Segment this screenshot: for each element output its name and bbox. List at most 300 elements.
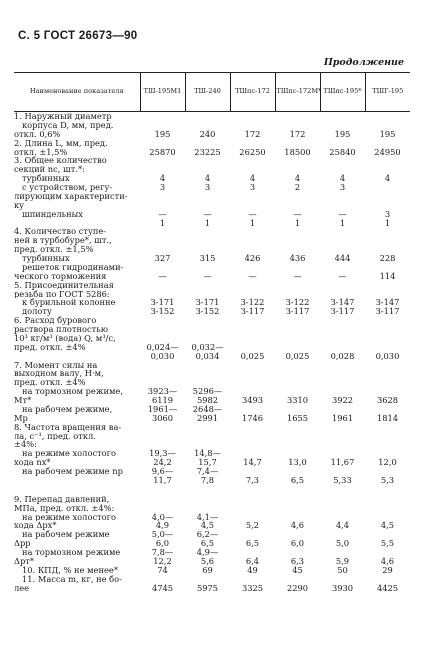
- column-header: ТШпс-172: [230, 73, 275, 112]
- value-cell: 1961: [331, 412, 354, 423]
- value-cell: 4,9: [155, 520, 170, 531]
- value-cell: [140, 325, 185, 334]
- table-row: [14, 210, 410, 219]
- value-cell: 444: [334, 253, 351, 263]
- row-label: пред. откл. ±1,5%: [14, 245, 94, 254]
- value-cell: [230, 485, 275, 495]
- value-cell: 6,5: [290, 474, 305, 485]
- value-cell: [230, 369, 275, 378]
- column-header: ТШ-195М1: [140, 73, 185, 112]
- value-cell: 4: [204, 173, 211, 184]
- value-cell: З-147: [330, 297, 355, 308]
- value-cell: 4,5: [380, 520, 395, 531]
- value-cell: 25870: [149, 146, 176, 157]
- table-row: [14, 584, 410, 593]
- value-cell: [185, 281, 230, 290]
- value-cell: З-152: [150, 306, 175, 317]
- value-cell: [230, 361, 275, 370]
- value-cell: 13,0: [288, 457, 307, 468]
- value-cell: 15,7: [198, 457, 217, 468]
- row-label: 2. Длина L, мм, пред.: [14, 138, 108, 148]
- table-row: [14, 495, 410, 504]
- value-cell: 24,2: [153, 457, 172, 468]
- value-cell: 7,3: [245, 474, 260, 485]
- value-cell: [230, 325, 275, 334]
- value-cell: [320, 281, 365, 290]
- value-cell: [320, 369, 365, 378]
- row-label: Mр: [14, 413, 28, 423]
- value-cell: З-152: [195, 306, 220, 317]
- value-cell: 4: [384, 173, 391, 184]
- value-cell: [275, 227, 320, 236]
- value-cell: [275, 156, 320, 165]
- value-cell: 1: [204, 217, 211, 228]
- value-cell: 5,2: [245, 520, 260, 531]
- value-cell: 3923—: [147, 386, 178, 397]
- table-row: [14, 165, 410, 174]
- value-cell: [365, 369, 410, 378]
- value-cell: 0,030: [150, 350, 175, 361]
- value-cell: [230, 192, 275, 201]
- value-cell: 5982: [196, 395, 219, 405]
- value-cell: 2: [294, 182, 301, 192]
- value-cell: [275, 334, 320, 343]
- value-cell: 0,034: [195, 350, 220, 361]
- value-cell: [230, 432, 275, 441]
- value-cell: 23225: [194, 146, 221, 157]
- value-cell: [275, 495, 320, 504]
- row-label: Δрт*: [14, 556, 35, 566]
- table-row: [14, 414, 410, 423]
- value-cell: 14,8—: [194, 448, 221, 459]
- row-label: 10. КПД, % не менее*: [22, 565, 118, 575]
- value-cell: [140, 112, 185, 121]
- value-cell: 19,3—: [149, 448, 176, 459]
- value-cell: З-122: [285, 297, 310, 308]
- row-label: хода Δрх*: [14, 521, 57, 531]
- row-label: долоту: [22, 307, 52, 317]
- value-cell: [185, 495, 230, 504]
- value-cell: 4,6: [380, 555, 395, 566]
- value-cell: [365, 440, 410, 449]
- value-cell: [185, 432, 230, 441]
- value-cell: 29: [382, 564, 393, 575]
- row-label: Mт*: [14, 396, 32, 405]
- value-cell: 25840: [329, 146, 356, 157]
- value-cell: 5296—: [192, 386, 223, 397]
- value-cell: 172: [289, 128, 306, 139]
- value-cell: [275, 192, 320, 201]
- value-cell: [365, 432, 410, 441]
- value-cell: [230, 504, 275, 513]
- row-label: 11. Масса m, кг, не бо-: [22, 574, 122, 584]
- value-cell: [320, 440, 365, 449]
- value-cell: [365, 423, 410, 432]
- value-cell: 1: [294, 217, 301, 228]
- value-cell: 315: [199, 253, 216, 263]
- value-cell: 3325: [241, 582, 264, 593]
- value-cell: 3: [249, 182, 256, 192]
- value-cell: 14,7: [243, 457, 262, 468]
- row-label: 6. Расход бурового: [14, 316, 97, 325]
- value-cell: 3: [339, 182, 346, 192]
- value-cell: 18500: [284, 146, 311, 157]
- row-label: 1. Наружный диаметр: [14, 111, 112, 121]
- value-cell: [185, 236, 230, 245]
- row-label: пред. откл. ±4%: [14, 378, 86, 388]
- value-cell: 74: [157, 564, 168, 575]
- value-cell: [230, 236, 275, 245]
- value-cell: [275, 369, 320, 378]
- value-cell: [320, 378, 365, 387]
- value-cell: 0,030: [375, 350, 400, 361]
- value-cell: [230, 112, 275, 121]
- value-cell: [185, 361, 230, 370]
- value-cell: [320, 236, 365, 245]
- table-header-row: [14, 73, 410, 112]
- value-cell: 4,1—: [196, 511, 219, 522]
- value-cell: 4,5: [200, 520, 215, 531]
- column-header: ТШ-240: [185, 73, 230, 112]
- row-label: на режиме холостого: [22, 512, 117, 522]
- table-row: [14, 307, 410, 316]
- value-cell: 26250: [239, 146, 266, 157]
- value-cell: 2991: [196, 412, 219, 423]
- value-cell: [275, 440, 320, 449]
- value-cell: [275, 236, 320, 245]
- row-label: ±4%:: [14, 440, 37, 450]
- value-cell: [365, 112, 410, 121]
- table-row: [14, 192, 410, 201]
- value-cell: 5,0—: [151, 529, 174, 540]
- table-row: [14, 201, 410, 210]
- value-cell: [140, 495, 185, 504]
- value-cell: 5,6: [200, 555, 215, 566]
- row-label: шпиндельных: [22, 209, 83, 219]
- value-cell: 3922: [331, 395, 354, 405]
- table-row: [14, 272, 410, 281]
- value-cell: [365, 361, 410, 370]
- value-cell: [140, 236, 185, 245]
- row-label: ку: [14, 200, 25, 210]
- value-cell: [365, 495, 410, 504]
- value-cell: 1961—: [147, 403, 178, 414]
- value-cell: [275, 281, 320, 290]
- value-cell: 172: [244, 128, 261, 139]
- value-cell: 4: [249, 173, 256, 184]
- value-cell: [320, 432, 365, 441]
- value-cell: 4,0—: [151, 511, 174, 522]
- value-cell: 3: [159, 182, 166, 192]
- value-cell: [320, 112, 365, 121]
- row-label: на тормозном режиме: [22, 548, 121, 557]
- value-cell: —: [158, 270, 167, 281]
- table-row: [14, 485, 410, 495]
- row-label: 4. Количество ступе-: [14, 227, 107, 237]
- value-cell: 6,5: [245, 538, 260, 549]
- value-cell: [140, 156, 185, 165]
- value-cell: [275, 504, 320, 513]
- value-cell: 1655: [286, 412, 309, 423]
- value-cell: 426: [244, 253, 261, 263]
- value-cell: 4: [159, 173, 166, 184]
- table-row: [14, 423, 410, 432]
- value-cell: 4425: [376, 582, 399, 593]
- row-label: хода nх*: [14, 458, 51, 467]
- table-row: [14, 325, 410, 334]
- table-row: [14, 156, 410, 165]
- value-cell: 6,0: [155, 538, 170, 549]
- row-label: турбинных: [22, 174, 70, 183]
- value-cell: [140, 192, 185, 201]
- row-label: 7. Момент силы на: [14, 360, 98, 370]
- row-label: [14, 476, 140, 485]
- value-cell: [365, 156, 410, 165]
- value-cell: [275, 112, 320, 121]
- value-cell: [140, 227, 185, 236]
- value-cell: [320, 361, 365, 370]
- value-cell: —: [293, 208, 302, 219]
- value-cell: 5,0: [335, 538, 350, 549]
- column-header-name: Наименование показателя: [14, 73, 140, 112]
- value-cell: [320, 156, 365, 165]
- value-cell: [185, 325, 230, 334]
- value-cell: 5975: [196, 582, 219, 593]
- value-cell: 7,8: [200, 474, 215, 485]
- value-cell: 3310: [286, 395, 309, 405]
- value-cell: [365, 183, 410, 192]
- value-cell: 12,0: [378, 457, 397, 468]
- value-cell: 6,0: [290, 538, 305, 549]
- table-row: [14, 369, 410, 378]
- value-cell: 195: [334, 128, 351, 139]
- value-cell: 7,8—: [151, 547, 174, 557]
- value-cell: [275, 378, 320, 387]
- table-row: [14, 281, 410, 290]
- value-cell: 5,5: [380, 538, 395, 549]
- row-label: 3. Общее количество: [14, 156, 107, 166]
- value-cell: 2648—: [192, 403, 223, 414]
- row-label: 5. Присоединительная: [14, 280, 114, 290]
- column-header: ТШпс-195*: [320, 73, 365, 112]
- value-cell: [365, 192, 410, 201]
- value-cell: [230, 423, 275, 432]
- value-cell: 228: [379, 253, 396, 263]
- value-cell: [185, 112, 230, 121]
- value-cell: [230, 495, 275, 504]
- value-cell: 1: [159, 217, 166, 228]
- value-cell: 3: [384, 208, 391, 219]
- row-label: ней в турбобуре*, шт.,: [14, 236, 112, 246]
- value-cell: З-117: [285, 306, 310, 317]
- value-cell: 240: [199, 128, 216, 139]
- continuation-label: Продолжение: [323, 57, 404, 68]
- value-cell: [140, 432, 185, 441]
- value-cell: —: [293, 270, 302, 281]
- parameters-table: [14, 72, 410, 592]
- table-row: [14, 476, 410, 485]
- value-cell: —: [248, 208, 257, 219]
- value-cell: 4,9—: [196, 547, 219, 557]
- value-cell: [320, 495, 365, 504]
- value-cell: 4745: [151, 582, 174, 593]
- value-cell: 5,33: [333, 474, 352, 485]
- value-cell: —: [338, 270, 347, 281]
- value-cell: [275, 432, 320, 441]
- table-body: [14, 112, 410, 593]
- row-label: [14, 352, 140, 361]
- row-label: Δрр: [14, 539, 31, 548]
- table-container: [14, 72, 410, 592]
- value-cell: [140, 369, 185, 378]
- column-header: ТШпс-172М*: [275, 73, 320, 112]
- value-cell: [320, 325, 365, 334]
- value-cell: 0,028: [330, 350, 355, 361]
- value-cell: 195: [154, 128, 171, 139]
- value-cell: 0,024—: [146, 341, 179, 352]
- table-row: [14, 219, 410, 228]
- value-cell: [365, 378, 410, 387]
- value-cell: 4,4: [335, 520, 350, 531]
- table-row: [14, 112, 410, 121]
- value-cell: 6119: [151, 395, 174, 405]
- value-cell: 1: [339, 217, 346, 228]
- row-label: с устройством, регу-: [22, 183, 113, 192]
- value-cell: З-117: [330, 306, 355, 317]
- value-cell: 4: [339, 173, 346, 184]
- value-cell: 195: [379, 128, 396, 139]
- value-cell: З-171: [195, 297, 220, 308]
- value-cell: З-122: [240, 297, 265, 308]
- value-cell: 0,025: [285, 350, 310, 361]
- table-row: [14, 227, 410, 236]
- row-label: раствора плотностью: [14, 325, 108, 334]
- value-cell: —: [248, 270, 257, 281]
- table-row: [14, 130, 410, 139]
- value-cell: 0,025: [240, 350, 265, 361]
- value-cell: 69: [202, 564, 213, 575]
- value-cell: [365, 325, 410, 334]
- row-label: 10³ кг/м³ (вода) Q, м³/с,: [14, 333, 116, 343]
- value-cell: 5,3: [380, 474, 395, 485]
- row-label: на режиме холостого: [22, 449, 117, 459]
- value-cell: [275, 316, 320, 325]
- table-row: [14, 236, 410, 245]
- row-label: секций nс, шт.*:: [14, 165, 85, 175]
- row-label: на рабочем режиме: [22, 530, 110, 540]
- value-cell: [140, 361, 185, 370]
- row-label: 9. Перепад давлений,: [14, 494, 110, 504]
- row-label: [14, 219, 140, 228]
- value-cell: [185, 485, 230, 495]
- value-cell: [320, 192, 365, 201]
- row-label: к бурильной колонне: [22, 298, 116, 308]
- table-row: [14, 263, 410, 272]
- value-cell: 49: [247, 564, 258, 575]
- value-cell: 6,4: [245, 555, 260, 566]
- table-row: [14, 432, 410, 441]
- value-cell: З-147: [375, 297, 400, 308]
- value-cell: [185, 369, 230, 378]
- value-cell: [185, 423, 230, 432]
- value-cell: 24950: [374, 146, 401, 157]
- table-row: [14, 148, 410, 157]
- value-cell: 3930: [331, 582, 354, 593]
- value-cell: [185, 156, 230, 165]
- row-label: лее: [14, 583, 30, 593]
- value-cell: [365, 316, 410, 325]
- value-cell: 12,2: [153, 555, 172, 566]
- value-cell: З-117: [375, 306, 400, 317]
- value-cell: [320, 485, 365, 495]
- value-cell: 3628: [376, 395, 399, 405]
- value-cell: [140, 281, 185, 290]
- value-cell: [275, 485, 320, 495]
- value-cell: 4: [294, 173, 301, 184]
- value-cell: 436: [289, 253, 306, 263]
- value-cell: 2290: [286, 582, 309, 593]
- value-cell: [230, 316, 275, 325]
- value-cell: 1: [249, 217, 256, 228]
- value-cell: 45: [292, 564, 303, 575]
- value-cell: 3493: [241, 395, 264, 405]
- value-cell: [185, 192, 230, 201]
- row-label: на рабочем режиме,: [22, 404, 113, 414]
- table-row: [14, 254, 410, 263]
- row-label: выходном валу, Н·м,: [14, 369, 104, 379]
- row-label: резьба по ГОСТ 5286:: [14, 289, 110, 299]
- value-cell: 6,3: [290, 555, 305, 566]
- value-cell: 1: [384, 217, 391, 228]
- value-cell: —: [338, 208, 347, 219]
- value-cell: З-171: [150, 297, 175, 308]
- value-cell: 50: [337, 564, 348, 575]
- table-row: [14, 566, 410, 575]
- value-cell: —: [203, 208, 212, 219]
- value-cell: [365, 334, 410, 343]
- value-cell: —: [203, 270, 212, 281]
- value-cell: [275, 325, 320, 334]
- value-cell: —: [158, 208, 167, 219]
- row-label: [14, 485, 140, 495]
- value-cell: 114: [379, 270, 396, 281]
- table-row: [14, 316, 410, 325]
- value-cell: 6,5: [200, 538, 215, 549]
- value-cell: [185, 316, 230, 325]
- row-label: корпуса D, мм, пред.: [22, 120, 114, 130]
- value-cell: 1814: [376, 412, 399, 423]
- table-row: [14, 183, 410, 192]
- value-cell: [230, 378, 275, 387]
- value-cell: [140, 423, 185, 432]
- row-label: 8. Частота вращения ва-: [14, 422, 122, 432]
- value-cell: 1746: [241, 412, 264, 423]
- value-cell: [365, 281, 410, 290]
- value-cell: [365, 227, 410, 236]
- value-cell: [185, 227, 230, 236]
- value-cell: 9,6—: [151, 466, 174, 476]
- value-cell: [320, 504, 365, 513]
- value-cell: 0,032—: [191, 341, 224, 352]
- row-label: турбинных: [22, 254, 70, 263]
- row-label: откл. 0,6%: [14, 129, 61, 139]
- value-cell: [140, 316, 185, 325]
- value-cell: [275, 423, 320, 432]
- page-header: С. 5 ГОСТ 26673—90: [18, 30, 138, 42]
- value-cell: 3: [204, 182, 211, 192]
- table-row: [14, 361, 410, 370]
- value-cell: 7,4—: [196, 466, 219, 476]
